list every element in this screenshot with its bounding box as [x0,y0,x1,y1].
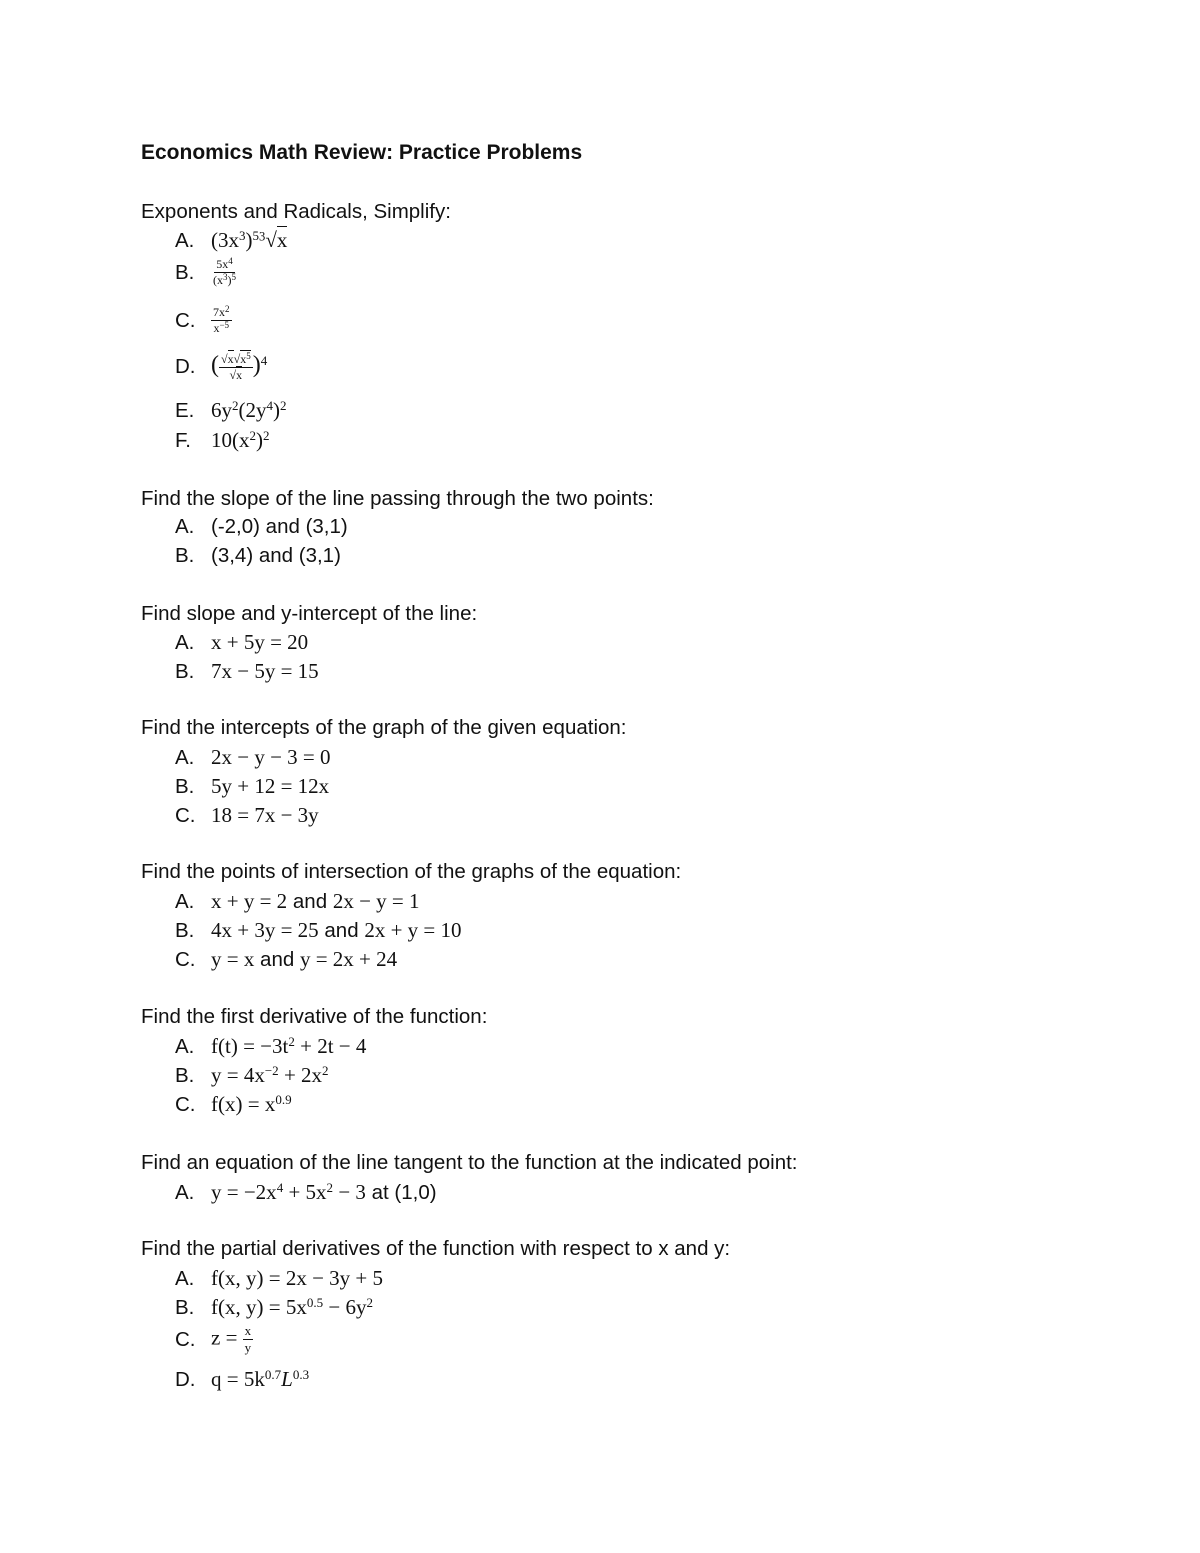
problem-derivative-c: C. $f(x) = x^{0.9}$ [175,1091,292,1116]
problem-derivative-a: A. $f(t) = -3t^2 + 2t - 4$ [175,1033,367,1058]
problem-slope-intercept-b: B. 7x − 5y = 15 [175,659,319,683]
math-expression: f(x, $y) = 5x^{0.5} - 6y^2$ [211,1294,373,1319]
math-expression: z = $\frac{x}{y}$ [211,1323,252,1356]
problem-intersection-b: B. 4x + 3y = 25 and 2x + y = 10 [175,918,462,942]
problem-intersection-a: A. x + y = 2 and 2x − y = 1 [175,889,420,913]
math-fraction: $\frac{7x^2}{x^{-5}}$ [213,303,230,336]
math-expression: $6y^2(2y^4)^2$ [211,397,287,422]
problem-partial-d: D. $q = 5k^{0.7}L^{0.3}$ [175,1366,310,1391]
problem-partial-b: B. f(x, $y) = 5x^{0.5} - 6y^2$ [175,1294,373,1319]
math-expression: $f(t) = -3t^2 + 2t - 4$ [211,1033,367,1058]
problem-partial-a: A. f(x, y) = 2x − 3y + 5 [175,1266,384,1290]
section-heading-first-derivative: Find the first derivative of the function: [141,1005,488,1028]
problem-slope-intercept-a: A. x + 5y = 20 [175,630,309,654]
math-expression: $y = -2x^4 + 5x^2 - 3$ [211,1179,366,1204]
problem-intercepts-a: A. 2x − y − 3 = 0 [175,745,331,769]
problem-exponents-d: D. ( $\frac{√x√x^5}{√x}$ )$^4$ [175,350,268,382]
section-heading-partial-derivatives: Find the partial derivatives of the function with respect to x and y: [141,1237,731,1260]
math-expression: $y = 4x^{-2} + 2x^2$ [211,1062,329,1087]
math-expression: $10(x^2)^2$ [211,427,270,452]
problem-intercepts-c: C. 18 = 7x − 3y [175,803,319,827]
section-heading-intercepts: Find the intercepts of the graph of the given equation: [141,716,627,739]
problem-exponents-b: B. $\frac{5x^4}{(x^3)^5}$ [175,255,236,288]
problem-exponents-c: C. $\frac{7x^2}{x^{-5}}$ [175,303,230,336]
math-expression: f(x, y) = 2x − 3y + 5 [211,1266,384,1290]
problem-intercepts-b: B. 5y + 12 = 12x [175,774,330,798]
problem-exponents-a: A. $(3x^3)^{53}√x$ [175,227,288,252]
problem-exponents-e: E. $6y^2(2y^4)^2$ [175,397,287,422]
section-heading-tangent-line: Find an equation of the line tangent to the function at the indicated point: [141,1151,798,1174]
page-title: Economics Math Review: Practice Problems [141,141,583,164]
math-expression: ( $\frac{√x√x^5}{√x}$ )$^4$ [211,350,268,382]
math-expression: $f(x) = x^{0.9}$ [211,1091,292,1116]
math-expression: $(3x^3)^{53}√x$ [211,227,288,252]
problem-slope-b: B. (3,4) and (3,1) [175,544,341,567]
section-heading-intersection: Find the points of intersection of the graphs of the equation: [141,860,682,883]
problem-slope-a: A. (-2,0) and (3,1) [175,515,348,538]
problem-derivative-b: B. $y = 4x^{-2} + 2x^2$ [175,1062,329,1087]
section-heading-slope-intercept: Find slope and y-intercept of the line: [141,602,478,625]
problem-partial-c: C. z = $\frac{x}{y}$ [175,1323,252,1356]
section-heading-slope-two-points: Find the slope of the line passing through the two points: [141,487,654,510]
math-expression: $q = 5k^{0.7}L^{0.3}$ [211,1366,310,1391]
problem-exponents-f: F. $10(x^2)^2$ [175,427,270,452]
math-fraction: $\frac{5x^4}{(x^3)^5}$ [213,255,236,288]
problem-tangent-a: A. $y = -2x^4 + 5x^2 - 3$ at (1,0) [175,1179,437,1204]
section-heading-exponents: Exponents and Radicals, Simplify: [141,200,451,223]
problem-intersection-c: C. y = x and y = 2x + 24 [175,947,398,971]
